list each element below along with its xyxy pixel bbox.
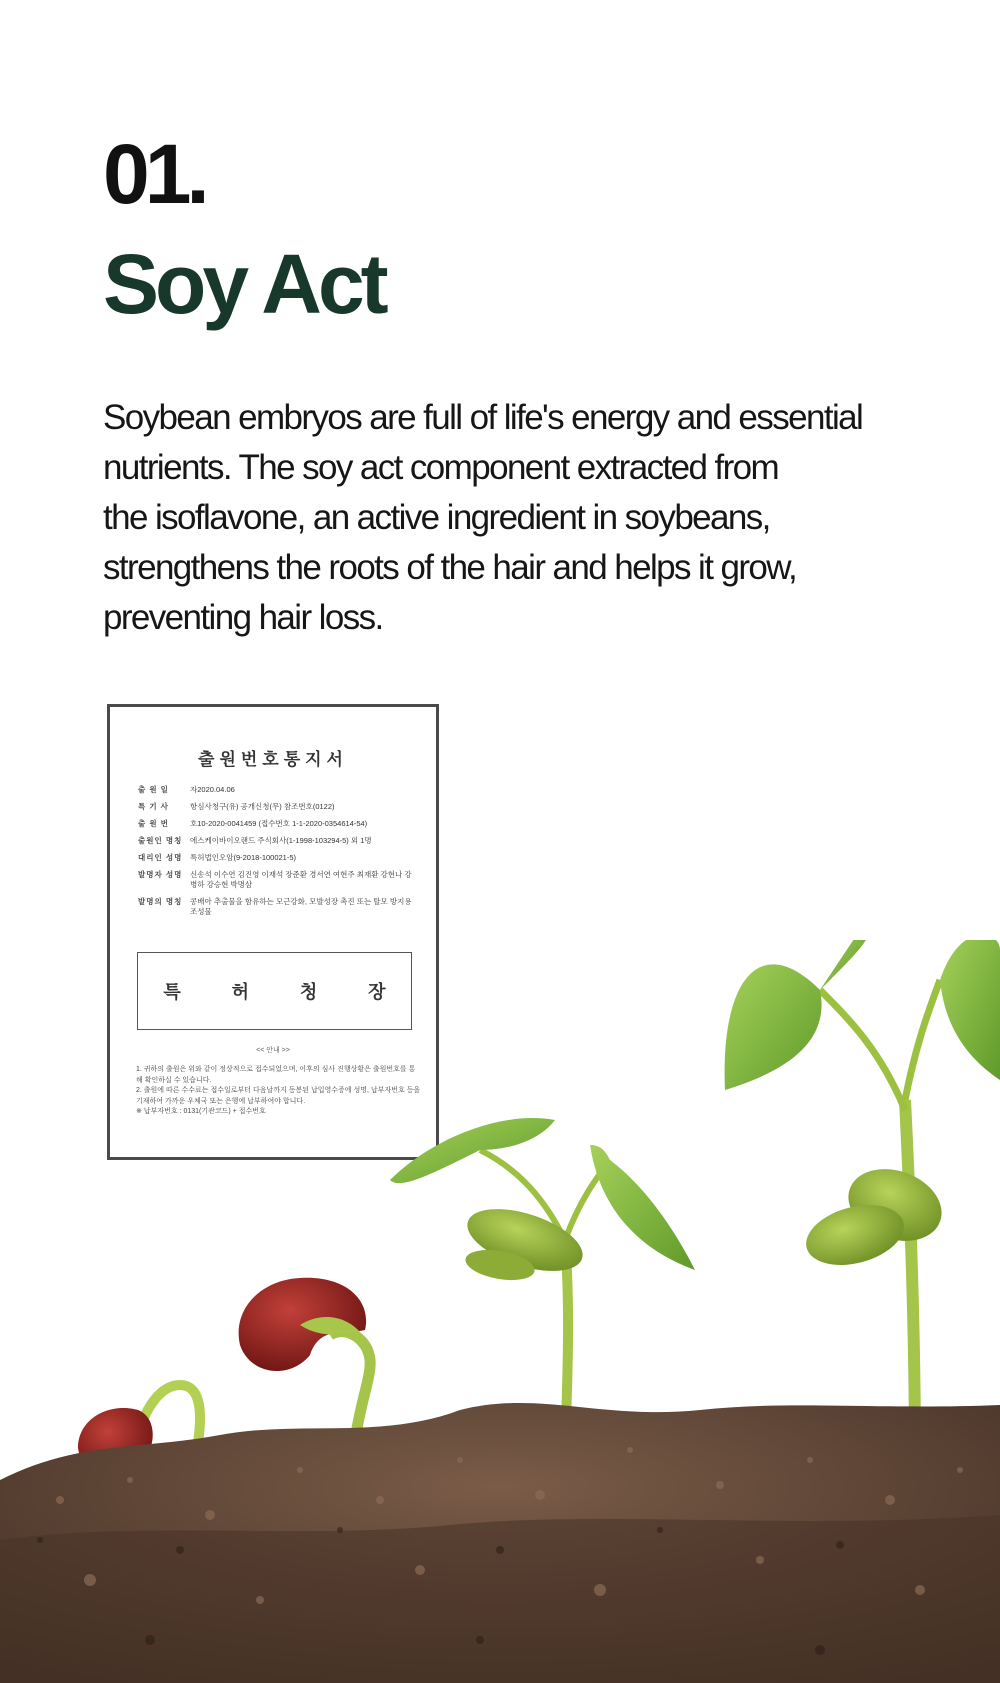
description-line: preventing hair loss.	[103, 598, 383, 637]
certificate-title: 출원번호통지서	[198, 750, 348, 769]
section-number: 01.	[103, 127, 205, 221]
certificate-row	[138, 785, 418, 795]
soybean-sprouts-illustration	[0, 940, 1000, 1683]
row-key: 대리인 성명	[138, 853, 183, 862]
row-key: 특 기 사	[138, 802, 169, 811]
certificate-note: 2. 출원에 따른 수수료는 접수일로부터 다음날까지 동봉된 납입영수증에 성명, 납부자번호 등을 기재하여 가까운 우체국 또는 은행에 납부하여야 합니다.	[136, 1087, 421, 1105]
stamp-char: 청	[299, 982, 318, 1002]
certificate-row	[138, 897, 418, 917]
stamp-char: 허	[231, 982, 250, 1002]
row-key: 출 원 번	[138, 819, 169, 828]
row-key: 출원인 명칭	[138, 836, 183, 845]
certificate-row	[138, 836, 418, 846]
row-value: 호10-2020-0041459 (접수번호 1-1-2020-0354614-54)	[190, 819, 368, 828]
certificate-guide-heading: << 안내 >>	[256, 1047, 290, 1054]
row-key: 발명의 명칭	[138, 897, 183, 906]
certificate-row	[138, 853, 418, 863]
row-value: 신송석 이수연 김진영 이재석 장준환 경서연 여현주 최재환 강현나 강병하 강승현 박명삼	[190, 870, 412, 889]
certificate-details	[138, 785, 418, 924]
section-title: Soy Act	[103, 237, 385, 331]
row-key: 발명자 성명	[138, 870, 183, 879]
section-description	[103, 393, 953, 643]
row-value: 자2020.04.06	[190, 785, 235, 794]
row-value: 항심사청구(유) 공개신청(무) 참조번호(0122)	[190, 802, 335, 811]
certificate-row	[138, 870, 418, 890]
row-value: 에스케이바이오랜드 주식회사(1-1998-103294-5) 외 1명	[190, 836, 372, 845]
tall-sprout	[725, 940, 1000, 1460]
soil-ground	[0, 1403, 1000, 1683]
stamp-char: 특	[163, 982, 181, 1002]
certificate-row	[138, 819, 418, 829]
medium-sprout	[390, 1118, 695, 1450]
description-line: strengthens the roots of the hair and helps it grow,	[103, 548, 797, 587]
description-line: Soybean embryos are full of life's energy and essential	[103, 398, 863, 437]
certificate-row	[138, 802, 418, 812]
stamp-char: 장	[368, 982, 386, 1002]
description-line: nutrients. The soy act component extracted from	[103, 448, 779, 487]
certificate-note: ※ 납부자번호 : 0131(기관코드) + 접수번호	[136, 1108, 266, 1115]
row-value: 특허법인오암(9-2018-100021-5)	[190, 853, 297, 862]
description-line: the isoflavone, an active ingredient in soybeans,	[103, 498, 770, 537]
row-value: 콩배아 추출물을 함유하는 모근강화, 모발성장 촉진 또는 탈모 방지용 조성물	[190, 897, 412, 916]
certificate-note: 1. 귀하의 출원은 위와 같이 정상적으로 접수되었으며, 이후의 심사 진행상황은 출원번호를 통해 확인하실 수 있습니다.	[136, 1066, 416, 1084]
row-key: 출 원 일	[138, 785, 169, 794]
